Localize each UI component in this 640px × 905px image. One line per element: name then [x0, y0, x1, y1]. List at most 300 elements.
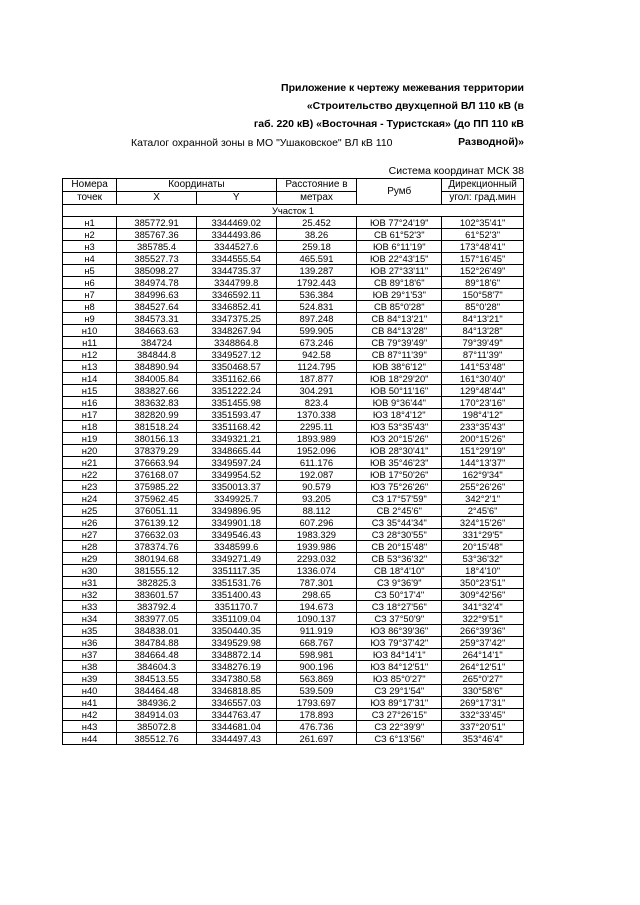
- direction-angle-cell: 173°48'41": [442, 241, 524, 253]
- table-row: [63, 613, 524, 625]
- x-coordinate-cell: 384974.78: [117, 277, 197, 289]
- table-row: [63, 505, 524, 517]
- y-coordinate-cell: 3350013.37: [196, 481, 276, 493]
- distance-cell: 88.112: [276, 505, 357, 517]
- rumb-cell: ЮВ 29°1'53": [357, 289, 442, 301]
- rumb-cell: СВ 79°39'49": [357, 337, 442, 349]
- point-number-cell: н39: [63, 673, 117, 685]
- distance-cell: 2293.032: [276, 553, 357, 565]
- x-coordinate-cell: 384573.31: [117, 313, 197, 325]
- distance-cell: 1124.795: [276, 361, 357, 373]
- y-coordinate-cell: 3348665.44: [196, 445, 276, 457]
- direction-angle-cell: 53°36'32": [442, 553, 524, 565]
- y-coordinate-cell: 3346818.85: [196, 685, 276, 697]
- table-row: [63, 601, 524, 613]
- table-row: [63, 529, 524, 541]
- distance-cell: 611.176: [276, 457, 357, 469]
- rumb-cell: ЮВ 17°50'26": [357, 469, 442, 481]
- x-coordinate-cell: 385772.91: [117, 217, 197, 229]
- y-coordinate-cell: 3351168.42: [196, 421, 276, 433]
- y-coordinate-cell: 3349529.98: [196, 637, 276, 649]
- distance-cell: 911.919: [276, 625, 357, 637]
- table-row: [63, 241, 524, 253]
- table-row: [63, 229, 524, 241]
- direction-angle-cell: 102°35'41": [442, 217, 524, 229]
- rumb-cell: СВ 89°18'6": [357, 277, 442, 289]
- x-coordinate-cell: 384838.01: [117, 625, 197, 637]
- distance-cell: 1893.989: [276, 433, 357, 445]
- header-distance: Расстояние в: [276, 179, 357, 192]
- x-coordinate-cell: 383632.83: [117, 397, 197, 409]
- rumb-cell: ЮВ 27°33'11": [357, 265, 442, 277]
- rumb-cell: ЮЗ 20°15'26": [357, 433, 442, 445]
- distance-cell: 599.905: [276, 325, 357, 337]
- header-row: [63, 179, 524, 192]
- rumb-cell: СЗ 27°26'15": [357, 709, 442, 721]
- y-coordinate-cell: 3349925.7: [196, 493, 276, 505]
- table-row: [63, 709, 524, 721]
- distance-cell: 178.893: [276, 709, 357, 721]
- distance-cell: 536.384: [276, 289, 357, 301]
- y-coordinate-cell: 3348276.19: [196, 661, 276, 673]
- distance-cell: 787.301: [276, 577, 357, 589]
- point-number-cell: н17: [63, 409, 117, 421]
- x-coordinate-cell: 384664.48: [117, 649, 197, 661]
- table-row: [63, 565, 524, 577]
- distance-cell: 93.205: [276, 493, 357, 505]
- point-number-cell: н32: [63, 589, 117, 601]
- direction-angle-cell: 129°48'44": [442, 385, 524, 397]
- y-coordinate-cell: 3344763.47: [196, 709, 276, 721]
- direction-angle-cell: 265°0'27": [442, 673, 524, 685]
- distance-cell: 942.58: [276, 349, 357, 361]
- x-coordinate-cell: 381518.24: [117, 421, 197, 433]
- x-coordinate-cell: 376632.03: [117, 529, 197, 541]
- rumb-cell: ЮЗ 79°37'42": [357, 637, 442, 649]
- x-coordinate-cell: 378374.76: [117, 541, 197, 553]
- point-number-cell: н8: [63, 301, 117, 313]
- table-row: [63, 253, 524, 265]
- table-row: [63, 265, 524, 277]
- direction-angle-cell: 141°53'48": [442, 361, 524, 373]
- table-row: [63, 469, 524, 481]
- x-coordinate-cell: 380156.13: [117, 433, 197, 445]
- point-number-cell: н14: [63, 373, 117, 385]
- rumb-cell: ЮЗ 86°39'36": [357, 625, 442, 637]
- direction-angle-cell: 144°13'37": [442, 457, 524, 469]
- distance-cell: 192.087: [276, 469, 357, 481]
- direction-angle-cell: 84°13'28": [442, 325, 524, 337]
- direction-angle-cell: 20°15'48": [442, 541, 524, 553]
- direction-angle-cell: 322°9'51": [442, 613, 524, 625]
- header-row: [63, 192, 524, 205]
- rumb-cell: ЮВ 77°24'19": [357, 217, 442, 229]
- direction-angle-cell: 61°52'3": [442, 229, 524, 241]
- y-coordinate-cell: 3351222.24: [196, 385, 276, 397]
- point-number-cell: н19: [63, 433, 117, 445]
- y-coordinate-cell: 3348267.94: [196, 325, 276, 337]
- x-coordinate-cell: 376051.11: [117, 505, 197, 517]
- rumb-cell: ЮВ 18°29'20": [357, 373, 442, 385]
- rumb-cell: СВ 87°11'39": [357, 349, 442, 361]
- point-number-cell: н33: [63, 601, 117, 613]
- point-number-cell: н2: [63, 229, 117, 241]
- table-row: [63, 733, 524, 745]
- table-row: [63, 397, 524, 409]
- point-number-cell: н11: [63, 337, 117, 349]
- rumb-cell: СВ 18°4'10": [357, 565, 442, 577]
- rumb-cell: ЮВ 9°36'44": [357, 397, 442, 409]
- x-coordinate-cell: 384663.63: [117, 325, 197, 337]
- y-coordinate-cell: 3349321.21: [196, 433, 276, 445]
- y-coordinate-cell: 3348599.6: [196, 541, 276, 553]
- point-number-cell: н43: [63, 721, 117, 733]
- x-coordinate-cell: 385767.36: [117, 229, 197, 241]
- rumb-cell: СВ 85°0'28": [357, 301, 442, 313]
- table-row: [63, 289, 524, 301]
- y-coordinate-cell: 3349597.24: [196, 457, 276, 469]
- distance-cell: 524.831: [276, 301, 357, 313]
- direction-angle-cell: 150°58'7": [442, 289, 524, 301]
- distance-cell: 259.18: [276, 241, 357, 253]
- rumb-cell: ЮЗ 89°17'31": [357, 697, 442, 709]
- table-row: [63, 589, 524, 601]
- table-row: [63, 373, 524, 385]
- direction-angle-cell: 79°39'49": [442, 337, 524, 349]
- distance-cell: 298.65: [276, 589, 357, 601]
- distance-cell: 187.877: [276, 373, 357, 385]
- table-row: [63, 445, 524, 457]
- y-coordinate-cell: 3349527.12: [196, 349, 276, 361]
- rumb-cell: СВ 84°13'21": [357, 313, 442, 325]
- direction-angle-cell: 332°33'45": [442, 709, 524, 721]
- table-row: [63, 433, 524, 445]
- rumb-cell: СЗ 37°50'9": [357, 613, 442, 625]
- catalog-title: Каталог охранной зоны в МО "Ушаковское" ВЛ кВ 110: [131, 137, 393, 149]
- table-row: [63, 481, 524, 493]
- rumb-cell: СЗ 50°17'4": [357, 589, 442, 601]
- y-coordinate-cell: 3344493.86: [196, 229, 276, 241]
- table-row: [63, 625, 524, 637]
- point-number-cell: н25: [63, 505, 117, 517]
- rumb-cell: ЮВ 38°6'12": [357, 361, 442, 373]
- point-number-cell: н42: [63, 709, 117, 721]
- distance-cell: 1792.443: [276, 277, 357, 289]
- y-coordinate-cell: 3351170.7: [196, 601, 276, 613]
- direction-angle-cell: 18°4'10": [442, 565, 524, 577]
- x-coordinate-cell: 384936.2: [117, 697, 197, 709]
- distance-cell: 476.736: [276, 721, 357, 733]
- y-coordinate-cell: 3347380.58: [196, 673, 276, 685]
- point-number-cell: н31: [63, 577, 117, 589]
- point-number-cell: н24: [63, 493, 117, 505]
- direction-angle-cell: 161°30'40": [442, 373, 524, 385]
- x-coordinate-cell: 385072.8: [117, 721, 197, 733]
- table-row: [63, 337, 524, 349]
- y-coordinate-cell: 3350440.35: [196, 625, 276, 637]
- point-number-cell: н23: [63, 481, 117, 493]
- x-coordinate-cell: 385512.76: [117, 733, 197, 745]
- rumb-cell: ЮЗ 75°26'26": [357, 481, 442, 493]
- y-coordinate-cell: 3351400.43: [196, 589, 276, 601]
- direction-angle-cell: 84°13'21": [442, 313, 524, 325]
- x-coordinate-cell: 384527.64: [117, 301, 197, 313]
- table-row: [63, 217, 524, 229]
- point-number-cell: н28: [63, 541, 117, 553]
- point-number-cell: н3: [63, 241, 117, 253]
- y-coordinate-cell: 3349901.18: [196, 517, 276, 529]
- x-coordinate-cell: 375985.22: [117, 481, 197, 493]
- distance-cell: 90.579: [276, 481, 357, 493]
- point-number-cell: н13: [63, 361, 117, 373]
- x-coordinate-cell: 384513.55: [117, 673, 197, 685]
- table-row: [63, 325, 524, 337]
- distance-cell: 897.248: [276, 313, 357, 325]
- direction-angle-cell: 342°2'1": [442, 493, 524, 505]
- direction-angle-cell: 198°4'12": [442, 409, 524, 421]
- distance-cell: 673.246: [276, 337, 357, 349]
- y-coordinate-cell: 3349546.43: [196, 529, 276, 541]
- direction-angle-cell: 324°15'26": [442, 517, 524, 529]
- y-coordinate-cell: 3348864.8: [196, 337, 276, 349]
- table-row: [63, 277, 524, 289]
- y-coordinate-cell: 3344469.02: [196, 217, 276, 229]
- header-coordinates: Координаты: [117, 179, 276, 192]
- rumb-cell: СЗ 22°39'9": [357, 721, 442, 733]
- header-x: X: [117, 192, 197, 205]
- y-coordinate-cell: 3347375.25: [196, 313, 276, 325]
- rumb-cell: СЗ 28°30'55": [357, 529, 442, 541]
- x-coordinate-cell: 376168.07: [117, 469, 197, 481]
- heading-line: «Строительство двухцепной ВЛ 110 кВ (в: [306, 100, 524, 112]
- x-coordinate-cell: 384914.03: [117, 709, 197, 721]
- distance-cell: 1370.338: [276, 409, 357, 421]
- distance-cell: 823.4: [276, 397, 357, 409]
- point-number-cell: н12: [63, 349, 117, 361]
- rumb-cell: СЗ 17°57'59": [357, 493, 442, 505]
- header-direction-angle: Дирекционный: [442, 179, 524, 192]
- rumb-cell: СЗ 6°13'56": [357, 733, 442, 745]
- distance-cell: 563.869: [276, 673, 357, 685]
- table-row: [63, 637, 524, 649]
- direction-angle-cell: 331°29'5": [442, 529, 524, 541]
- table-row: [63, 685, 524, 697]
- direction-angle-cell: 264°12'51": [442, 661, 524, 673]
- distance-cell: 668.767: [276, 637, 357, 649]
- distance-cell: 598.981: [276, 649, 357, 661]
- rumb-cell: ЮВ 35°46'23": [357, 457, 442, 469]
- distance-cell: 465.591: [276, 253, 357, 265]
- point-number-cell: н26: [63, 517, 117, 529]
- table-row: [63, 361, 524, 373]
- rumb-cell: СВ 53°36'32": [357, 553, 442, 565]
- point-number-cell: н37: [63, 649, 117, 661]
- section-label: Участок 1: [63, 205, 524, 217]
- y-coordinate-cell: 3350468.57: [196, 361, 276, 373]
- direction-angle-cell: 87°11'39": [442, 349, 524, 361]
- point-number-cell: н44: [63, 733, 117, 745]
- direction-angle-cell: 151°29'19": [442, 445, 524, 457]
- rumb-cell: СЗ 29°1'54": [357, 685, 442, 697]
- direction-angle-cell: 157°16'45": [442, 253, 524, 265]
- distance-cell: 539.509: [276, 685, 357, 697]
- table-row: [63, 457, 524, 469]
- table-row: [63, 385, 524, 397]
- direction-angle-cell: 170°23'16": [442, 397, 524, 409]
- rumb-cell: СВ 20°15'48": [357, 541, 442, 553]
- section-row: [63, 205, 524, 217]
- rumb-cell: ЮВ 50°11'16": [357, 385, 442, 397]
- y-coordinate-cell: 3346557.03: [196, 697, 276, 709]
- y-coordinate-cell: 3351593.47: [196, 409, 276, 421]
- distance-cell: 1793.697: [276, 697, 357, 709]
- point-number-cell: н27: [63, 529, 117, 541]
- point-number-cell: н7: [63, 289, 117, 301]
- rumb-cell: ЮВ 6°11'19": [357, 241, 442, 253]
- distance-cell: 2295.11: [276, 421, 357, 433]
- rumb-cell: ЮЗ 53°35'43": [357, 421, 442, 433]
- distance-cell: 1983.329: [276, 529, 357, 541]
- x-coordinate-cell: 384784.88: [117, 637, 197, 649]
- rumb-cell: СВ 84°13'28": [357, 325, 442, 337]
- x-coordinate-cell: 385527.73: [117, 253, 197, 265]
- y-coordinate-cell: 3344527.6: [196, 241, 276, 253]
- point-number-cell: н41: [63, 697, 117, 709]
- x-coordinate-cell: 381555.12: [117, 565, 197, 577]
- y-coordinate-cell: 3351531.76: [196, 577, 276, 589]
- direction-angle-cell: 266°39'36": [442, 625, 524, 637]
- header-y: Y: [196, 192, 276, 205]
- distance-cell: 1939.986: [276, 541, 357, 553]
- point-number-cell: н38: [63, 661, 117, 673]
- y-coordinate-cell: 3346592.11: [196, 289, 276, 301]
- direction-angle-cell: 152°26'49": [442, 265, 524, 277]
- point-number-cell: н4: [63, 253, 117, 265]
- direction-angle-cell: 341°32'4": [442, 601, 524, 613]
- point-number-cell: н29: [63, 553, 117, 565]
- table-row: [63, 349, 524, 361]
- x-coordinate-cell: 383601.57: [117, 589, 197, 601]
- y-coordinate-cell: 3349954.52: [196, 469, 276, 481]
- x-coordinate-cell: 384005.84: [117, 373, 197, 385]
- x-coordinate-cell: 382825.3: [117, 577, 197, 589]
- x-coordinate-cell: 376139.12: [117, 517, 197, 529]
- table-row: [63, 493, 524, 505]
- point-number-cell: н16: [63, 397, 117, 409]
- point-number-cell: н10: [63, 325, 117, 337]
- distance-cell: 1090.137: [276, 613, 357, 625]
- x-coordinate-cell: 376663.94: [117, 457, 197, 469]
- direction-angle-cell: 2°45'6": [442, 505, 524, 517]
- y-coordinate-cell: 3344735.37: [196, 265, 276, 277]
- table-row: [63, 517, 524, 529]
- point-number-cell: н18: [63, 421, 117, 433]
- point-number-cell: н20: [63, 445, 117, 457]
- x-coordinate-cell: 384464.48: [117, 685, 197, 697]
- rumb-cell: СВ 2°45'6": [357, 505, 442, 517]
- x-coordinate-cell: 383827.66: [117, 385, 197, 397]
- y-coordinate-cell: 3351109.04: [196, 613, 276, 625]
- table-row: [63, 313, 524, 325]
- x-coordinate-cell: 384996.63: [117, 289, 197, 301]
- distance-cell: 38.26: [276, 229, 357, 241]
- point-number-cell: н1: [63, 217, 117, 229]
- heading-line: Разводной)»: [458, 136, 524, 148]
- point-number-cell: н30: [63, 565, 117, 577]
- point-number-cell: н22: [63, 469, 117, 481]
- distance-cell: 25.452: [276, 217, 357, 229]
- coordinates-table: [62, 178, 524, 745]
- table-row: [63, 697, 524, 709]
- table-row: [63, 421, 524, 433]
- distance-cell: 900.196: [276, 661, 357, 673]
- x-coordinate-cell: 383792.4: [117, 601, 197, 613]
- header-angle-units: угол: град.мин: [442, 192, 524, 205]
- header-meters: метрах: [276, 192, 357, 205]
- direction-angle-cell: 353°46'4": [442, 733, 524, 745]
- y-coordinate-cell: 3351162.66: [196, 373, 276, 385]
- direction-angle-cell: 89°18'6": [442, 277, 524, 289]
- rumb-cell: ЮЗ 84°14'1": [357, 649, 442, 661]
- distance-cell: 261.697: [276, 733, 357, 745]
- table-row: [63, 301, 524, 313]
- y-coordinate-cell: 3346852.41: [196, 301, 276, 313]
- x-coordinate-cell: 385785.4: [117, 241, 197, 253]
- direction-angle-cell: 233°35'43": [442, 421, 524, 433]
- table-row: [63, 541, 524, 553]
- rumb-cell: ЮЗ 85°0'27": [357, 673, 442, 685]
- direction-angle-cell: 255°26'26": [442, 481, 524, 493]
- distance-cell: 304.291: [276, 385, 357, 397]
- x-coordinate-cell: 384844.8: [117, 349, 197, 361]
- y-coordinate-cell: 3351455.98: [196, 397, 276, 409]
- direction-angle-cell: 269°17'31": [442, 697, 524, 709]
- direction-angle-cell: 259°37'42": [442, 637, 524, 649]
- table-row: [63, 649, 524, 661]
- rumb-cell: СЗ 9°36'9": [357, 577, 442, 589]
- rumb-cell: ЮЗ 18°4'12": [357, 409, 442, 421]
- direction-angle-cell: 200°15'26": [442, 433, 524, 445]
- direction-angle-cell: 330°58'6": [442, 685, 524, 697]
- table-row: [63, 661, 524, 673]
- heading-line: Приложение к чертежу межевания территории: [281, 82, 524, 94]
- rumb-cell: СЗ 35°44'34": [357, 517, 442, 529]
- rumb-cell: СВ 61°52'3": [357, 229, 442, 241]
- point-number-cell: н5: [63, 265, 117, 277]
- coordinate-system-label: Система координат МСК 38: [388, 165, 524, 177]
- y-coordinate-cell: 3349896.95: [196, 505, 276, 517]
- direction-angle-cell: 309°42'56": [442, 589, 524, 601]
- header-rumb: Румб: [357, 179, 442, 205]
- distance-cell: 139.287: [276, 265, 357, 277]
- point-number-cell: н15: [63, 385, 117, 397]
- x-coordinate-cell: 384890.94: [117, 361, 197, 373]
- table-row: [63, 721, 524, 733]
- y-coordinate-cell: 3344555.54: [196, 253, 276, 265]
- x-coordinate-cell: 382820.99: [117, 409, 197, 421]
- point-number-cell: н40: [63, 685, 117, 697]
- table-row: [63, 673, 524, 685]
- distance-cell: 607.296: [276, 517, 357, 529]
- point-number-cell: н35: [63, 625, 117, 637]
- table-row: [63, 577, 524, 589]
- y-coordinate-cell: 3344799.8: [196, 277, 276, 289]
- x-coordinate-cell: 385098.27: [117, 265, 197, 277]
- table-row: [63, 409, 524, 421]
- y-coordinate-cell: 3349271.49: [196, 553, 276, 565]
- distance-cell: 1952.096: [276, 445, 357, 457]
- y-coordinate-cell: 3351117.35: [196, 565, 276, 577]
